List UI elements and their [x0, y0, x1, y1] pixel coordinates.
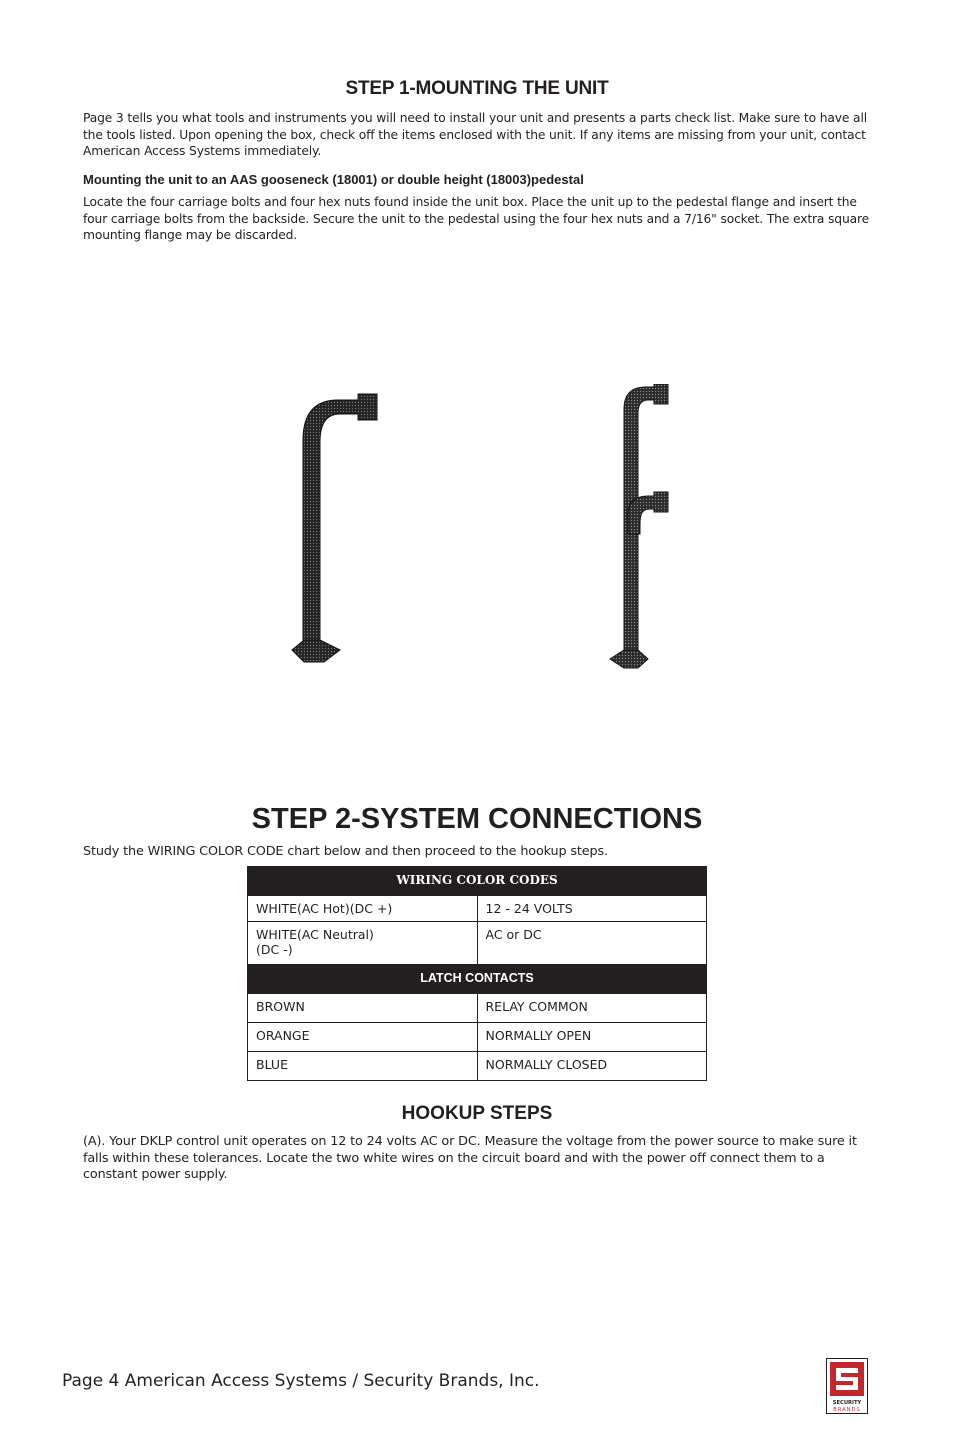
page-footer: Page 4 American Access Systems / Security Brands, Inc.: [62, 1371, 540, 1391]
step1-heading: STEP 1-MOUNTING THE UNIT: [345, 78, 609, 99]
mounting-subheading: Mounting the unit to an AAS gooseneck (18001) or double height (18003)pedestal: [83, 172, 584, 187]
wire-function-cell: RELAY COMMON: [477, 994, 707, 1023]
hookup-steps-heading: HOOKUP STEPS: [401, 1103, 553, 1124]
table-row: [248, 896, 707, 922]
wire-color-cell: BLUE: [248, 1052, 478, 1081]
wire-color-cell: BROWN: [248, 994, 478, 1023]
logo-brands-text: BRANDS: [833, 1407, 861, 1413]
double-height-pedestal-illustration: [606, 384, 676, 670]
wire-color-cell: WHITE(AC Neutral) (DC -): [248, 922, 478, 965]
logo-security-text: SECURITY: [832, 1400, 862, 1406]
mounting-instructions: Locate the four carriage bolts and four hex nuts found inside the unit box. Place the unit up to the pedestal flange and insert the four carriage bolts from the backside. Secure the unit to the pedestal using the four hex nuts and a 7/16" socket. The extra square mounting flange may be discarded.: [83, 195, 870, 242]
wiring-color-code-table: [247, 866, 707, 1081]
step2-intro: Study the WIRING COLOR CODE chart below and then proceed to the hookup steps.: [83, 844, 608, 859]
step1-intro: Page 3 tells you what tools and instruments you will need to install your unit and presents a parts check list. Make sure to have all the tools listed. Upon opening the box, check off the items enclosed with the unit. If any items are missing from your unit, contact American Access Systems immediately.: [83, 111, 867, 158]
step2-heading: STEP 2-SYSTEM CONNECTIONS: [251, 803, 703, 835]
security-brands-logo: [826, 1358, 868, 1414]
wire-function-cell: NORMALLY CLOSED: [477, 1052, 707, 1081]
wire-function-cell: NORMALLY OPEN: [477, 1023, 707, 1052]
wire-function-cell: 12 - 24 VOLTS: [477, 896, 707, 922]
wiring-color-codes-header: WIRING COLOR CODES: [248, 867, 707, 896]
table-row: [248, 994, 707, 1023]
gooseneck-pedestal-illustration: [288, 392, 383, 667]
wire-color-cell: WHITE(AC Hot)(DC +): [248, 896, 478, 922]
latch-contacts-header-row: [248, 965, 707, 994]
table-header-row: [248, 867, 707, 896]
hookup-step-a: (A). Your DKLP control unit operates on 12 to 24 volts AC or DC. Measure the voltage from the power source to make sure it falls within these tolerances. Locate the two white wires on the circuit board and with the power off connect them to a constant power supply.: [83, 1134, 857, 1182]
wire-color-cell: ORANGE: [248, 1023, 478, 1052]
wire-function-cell: AC or DC: [477, 922, 707, 965]
table-row: [248, 1052, 707, 1081]
table-row: [248, 1023, 707, 1052]
latch-contacts-header: LATCH CONTACTS: [248, 965, 707, 994]
table-row: [248, 922, 707, 965]
